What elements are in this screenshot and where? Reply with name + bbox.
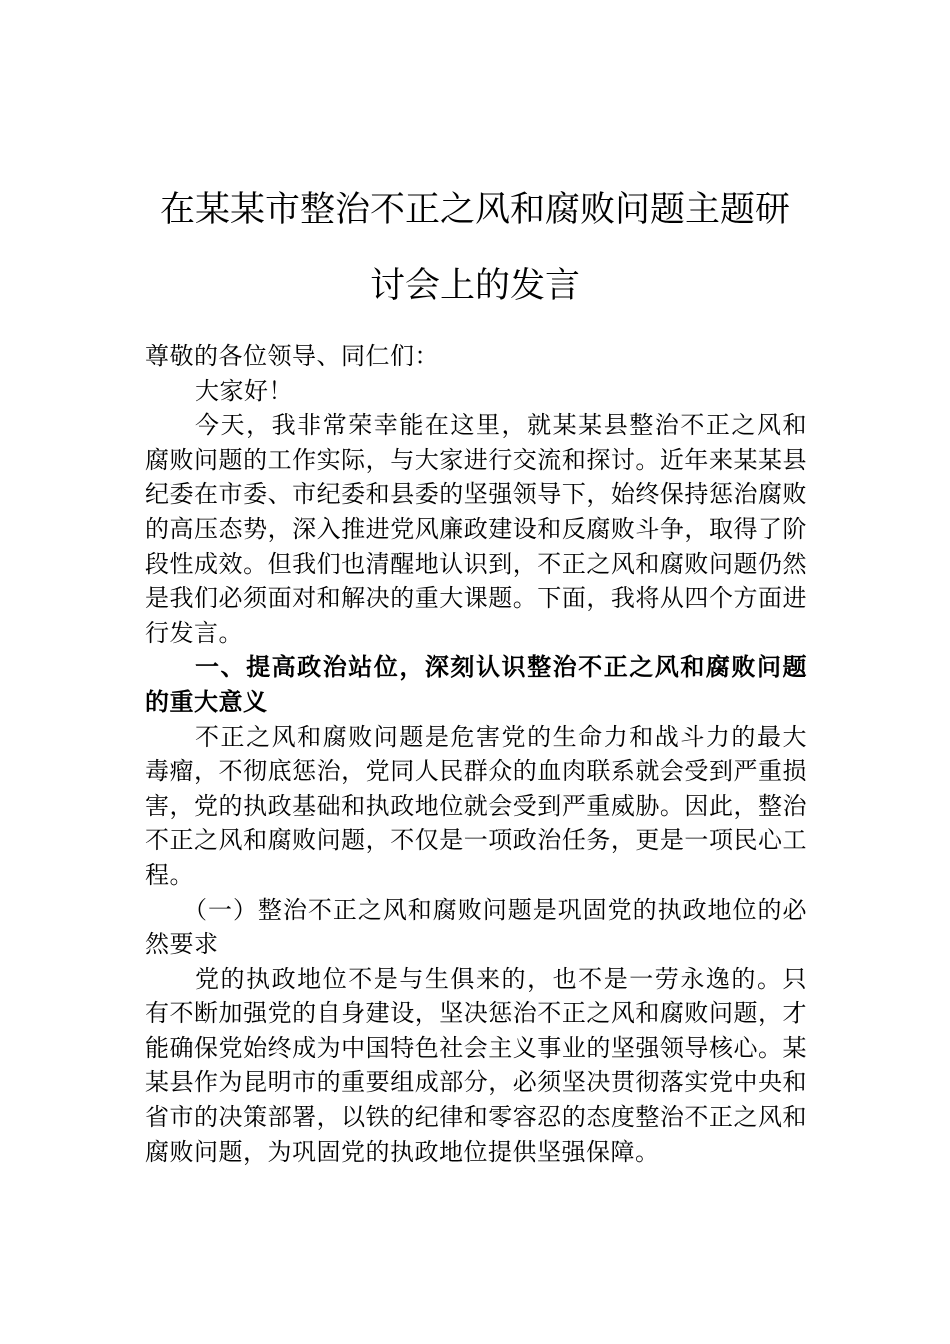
- salutation: 尊敬的各位领导、同仁们：: [145, 342, 439, 370]
- document-body: [145, 339, 807, 1169]
- title-line-2: 讨会上的发言: [369, 266, 580, 306]
- greeting: 大家好！: [195, 376, 293, 405]
- subsection-heading-1: （一）整治不正之风和腐败问题是巩固党的执政地位的必然要求: [145, 895, 807, 959]
- intro-paragraph: 今天，我非常荣幸能在这里，就某某县整治不正之风和腐败问题的工作实际，与大家进行交流和探讨。近年来某某县纪委在市委、市纪委和县委的坚强领导下，始终保持惩治腐败的高压态势，深入推进党风廉政建设和反腐败斗争，取得了阶段性成效。但我们也清醒地认识到，不正之风和腐败问题仍然是我们必须面对和解决的重大课题。下面，我将从四个方面进行发言。: [145, 411, 807, 647]
- section-paragraph-1: 不正之风和腐败问题是危害党的生命力和战斗力的最大毒瘤，不彻底惩治，党同人民群众的血肉联系就会受到严重损害，党的执政基础和执政地位就会受到严重威胁。因此，整治不正之风和腐败问题，不仅是一项政治任务，更是一项民心工程。: [145, 722, 807, 889]
- title-line-1: 在某某市整治不正之风和腐败问题主题研: [159, 190, 790, 230]
- section-heading-1: 一、提高政治站位，深刻认识整治不正之风和腐败问题的重大意义: [145, 653, 807, 716]
- document-title: [145, 172, 805, 324]
- subsection-paragraph-1: 党的执政地位不是与生俱来的，也不是一劳永逸的。只有不断加强党的自身建设，坚决惩治不正之风和腐败问题，才能确保党始终成为中国特色社会主义事业的坚强领导核心。某某县作为昆明市的重要组成部分，必须坚决贯彻落实党中央和省市的决策部署，以铁的纪律和零容忍的态度整治不正之风和腐败问题，为巩固党的执政地位提供坚强保障。: [145, 964, 807, 1166]
